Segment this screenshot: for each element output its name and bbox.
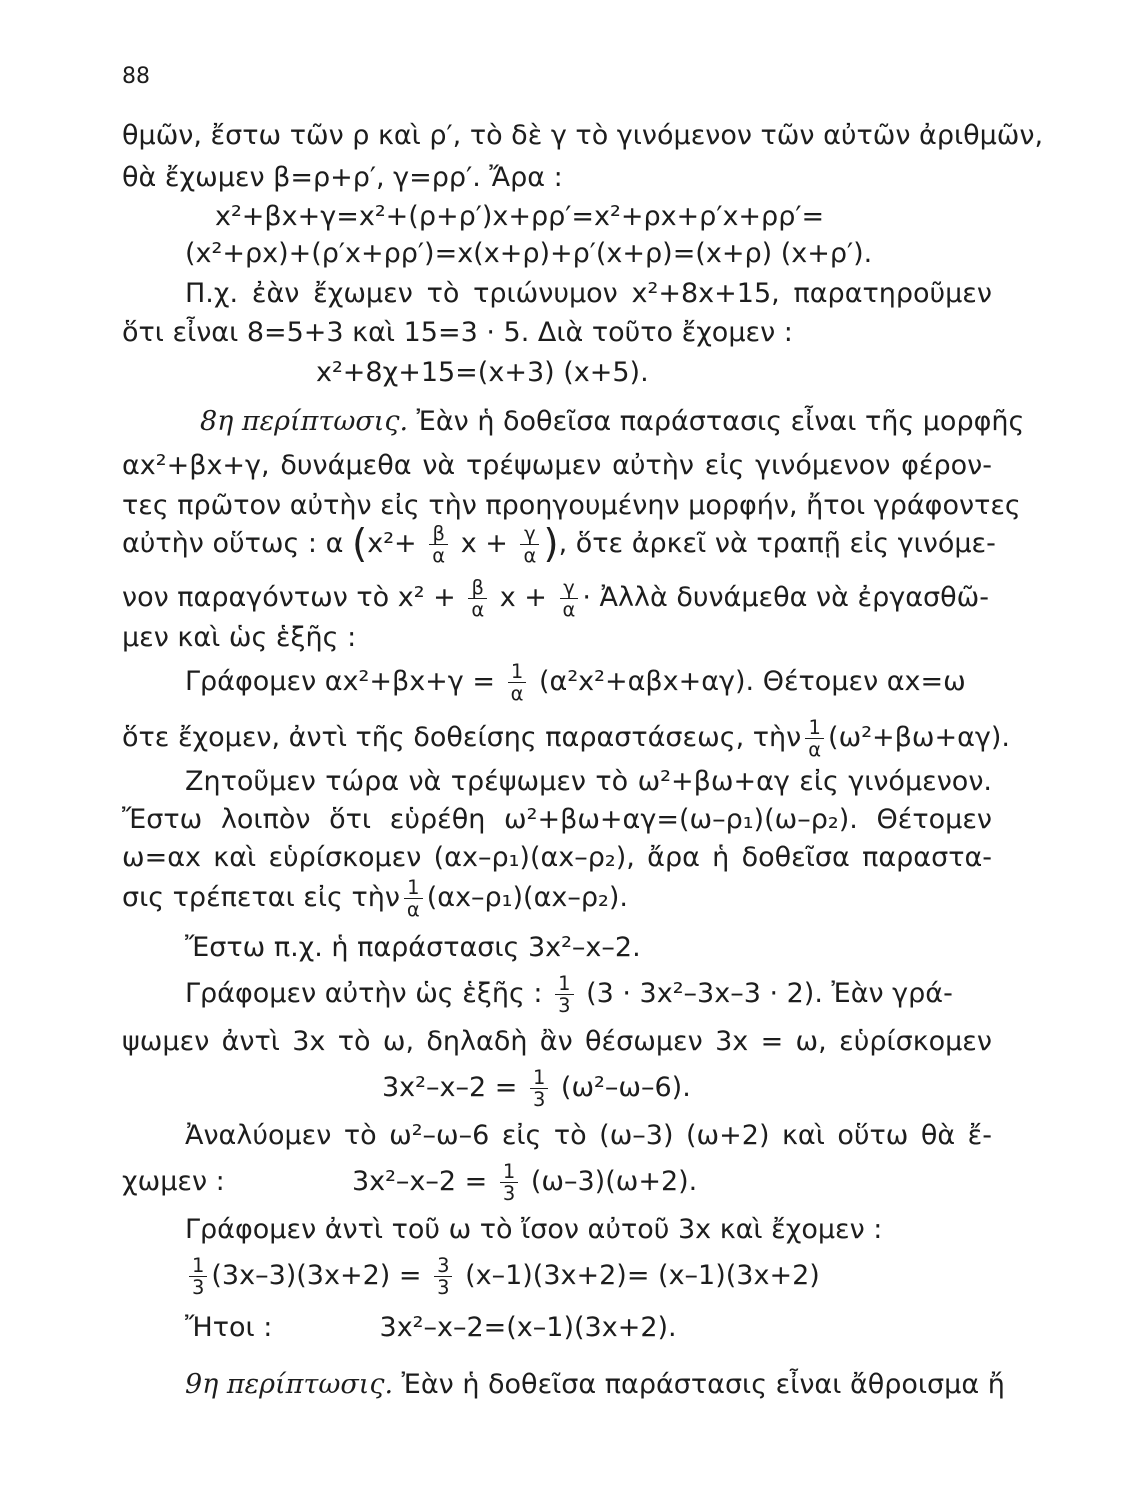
text-span: (ω²–ω–6). <box>560 1072 691 1103</box>
text-span: 3x²–x–2 = <box>351 1166 488 1197</box>
text-line: Ζητοῦμεν τώρα νὰ τρέψωμεν τὸ ω²+βω+αγ εἰς γινόμενον. <box>185 766 992 797</box>
text-line-with-fractions <box>122 710 1010 766</box>
equation: x²+8χ+15=(x+3) (x+5). <box>316 357 649 388</box>
text-span: x²+ <box>367 528 417 559</box>
text-span: , ὅτε ἀρκεῖ νὰ τραπῇ εἰς γινόμε- <box>558 528 996 559</box>
text-span: (3 · 3x²–3x–3 · 2). Ἐὰν γρά- <box>586 978 953 1009</box>
text-line: θὰ ἔχωμεν β=ρ+ρ′, γ=ρρ′. Ἄρα : <box>122 162 563 193</box>
text-line-with-fractions <box>122 870 628 926</box>
text-span: x + <box>499 582 547 613</box>
text-span: (3x–3)(3x+2) = <box>211 1260 422 1291</box>
text-line: θμῶν, ἔστω τῶν ρ καὶ ρ′, τὸ δὲ γ τὸ γινόμενον τῶν αὐτῶν ἀριθμῶν, <box>122 120 1044 151</box>
text-span: Ἤτοι : <box>185 1312 273 1343</box>
text-span: σις τρέπεται εἰς τὴν <box>122 882 400 913</box>
fraction: $\frac{3}{3}$ <box>434 1255 452 1299</box>
text-span: Γράφομεν αx²+βx+γ = <box>185 666 495 697</box>
text-span: (x–1)(3x+2)= (x–1)(3x+2) <box>465 1260 820 1291</box>
text-line: αx²+βx+γ, δυνάμεθα νὰ τρέψωμεν αὐτὴν εἰς γινόμενον φέρον- <box>122 450 992 481</box>
text-span: (α²x²+αβx+αγ). Θέτομεν αx=ω <box>539 666 966 697</box>
case-heading: 9η περίπτωσις. <box>185 1369 394 1400</box>
fraction: $\frac{\gamma}{\alpha}$ <box>560 577 579 621</box>
text-line: Π.χ. ἐὰν ἔχωμεν τὸ τριώνυμον x²+8x+15, παρατηροῦμεν <box>185 278 992 309</box>
case-8-first-line <box>200 404 1025 440</box>
text-span: χωμεν : <box>122 1166 225 1197</box>
text-line-with-fractions <box>122 514 996 574</box>
text-span: αὐτὴν οὕτως : α <box>122 528 344 559</box>
paren-open: ( <box>351 521 368 567</box>
case-9-first-line <box>185 1367 1005 1403</box>
text-span: (ω²+βω+αγ). <box>828 722 1010 753</box>
fraction: $\frac{1}{3}$ <box>189 1255 207 1299</box>
fraction: $\frac{\beta}{\alpha}$ <box>429 523 448 567</box>
text-line: ω=αx καὶ εὑρίσκομεν (αx–ρ₁)(αx–ρ₂), ἄρα ἡ δοθεῖσα παραστα- <box>122 842 992 873</box>
text-span: Ἐὰν ἡ δοθεῖσα παράστασις εἶναι τῆς μορφῆς <box>416 406 1025 437</box>
text-line: Γράφομεν ἀντὶ τοῦ ω τὸ ἴσον αὐτοῦ 3x καὶ ἔχομεν : <box>185 1214 883 1245</box>
fraction: $\frac{1}{3}$ <box>555 973 573 1017</box>
text-line-with-fractions <box>122 1152 697 1212</box>
equation-with-fraction <box>382 1058 691 1118</box>
text-line: ψωμεν ἀντὶ 3x τὸ ω, δηλαδὴ ἂν θέσωμεν 3x = ω, εὑρίσκομεν <box>122 1026 992 1057</box>
text-span: νον παραγόντων τὸ x² + <box>122 582 456 613</box>
text-span: · Ἀλλὰ δυνάμεθα νὰ ἐργασθῶ- <box>582 582 989 613</box>
text-line-with-fractions <box>122 570 989 626</box>
fraction: $\frac{1}{3}$ <box>500 1161 518 1205</box>
text-line <box>185 1310 677 1346</box>
text-line: ὅτι εἶναι 8=5+3 καὶ 15=3 · 5. Διὰ τοῦτο ἔχομεν : <box>122 317 793 348</box>
text-line-with-fractions <box>185 654 966 710</box>
fraction: $\frac{1}{\alpha}$ <box>805 717 824 761</box>
text-line: Ἀναλύομεν τὸ ω²–ω–6 εἰς τὸ (ω–3) (ω+2) καὶ οὕτω θὰ ἔ- <box>185 1120 992 1151</box>
case-heading: 8η περίπτωσις. <box>200 406 409 437</box>
paren-close: ) <box>543 521 559 567</box>
text-span: Ἐὰν ἡ δοθεῖσα παράστασις εἶναι ἄθροισμα ἤ <box>401 1369 1005 1400</box>
text-span: 3x²–x–2=(x–1)(3x+2). <box>379 1312 677 1343</box>
text-line: τες πρῶτον αὐτὴν εἰς τὴν προηγουμένην μορφήν, ἤτοι γράφοντες <box>122 490 1021 521</box>
text-span: Γράφομεν αὐτὴν ὡς ἑξῆς : <box>185 978 543 1009</box>
text-span: (ω–3)(ω+2). <box>530 1166 698 1197</box>
text-span: 3x²–x–2 = <box>382 1072 518 1103</box>
equation: x²+βx+γ=x²+(ρ+ρ′)x+ρρ′=x²+ρx+ρ′x+ρρ′= <box>215 201 825 232</box>
fraction: $\frac{1}{\alpha}$ <box>404 877 423 921</box>
equation: (x²+ρx)+(ρ′x+ρρ′)=x(x+ρ)+ρ′(x+ρ)=(x+ρ) (x+ρ′). <box>185 238 873 269</box>
text-line-with-fractions <box>185 964 992 1024</box>
page-number: 88 <box>122 64 150 89</box>
fraction: $\frac{\gamma}{\alpha}$ <box>520 523 539 567</box>
text-line: μεν καὶ ὡς ἑξῆς : <box>122 622 357 653</box>
fraction: $\frac{\beta}{\alpha}$ <box>468 577 487 621</box>
fraction: $\frac{1}{3}$ <box>530 1067 548 1111</box>
text-line: Ἔστω π.χ. ἡ παράστασις 3x²–x–2. <box>185 932 641 963</box>
text-span: (αx–ρ₁)(αx–ρ₂). <box>426 882 628 913</box>
text-line: Ἔστω λοιπὸν ὅτι εὑρέθη ω²+βω+αγ=(ω–ρ₁)(ω–ρ₂). Θέτομεν <box>122 804 992 835</box>
text-span: ὅτε ἔχομεν, ἀντὶ τῆς δοθείσης παραστάσεως, τὴν <box>122 722 802 753</box>
fraction: $\frac{1}{\alpha}$ <box>508 661 527 705</box>
text-span: x + <box>460 528 508 559</box>
equation-with-fraction <box>185 1246 820 1306</box>
